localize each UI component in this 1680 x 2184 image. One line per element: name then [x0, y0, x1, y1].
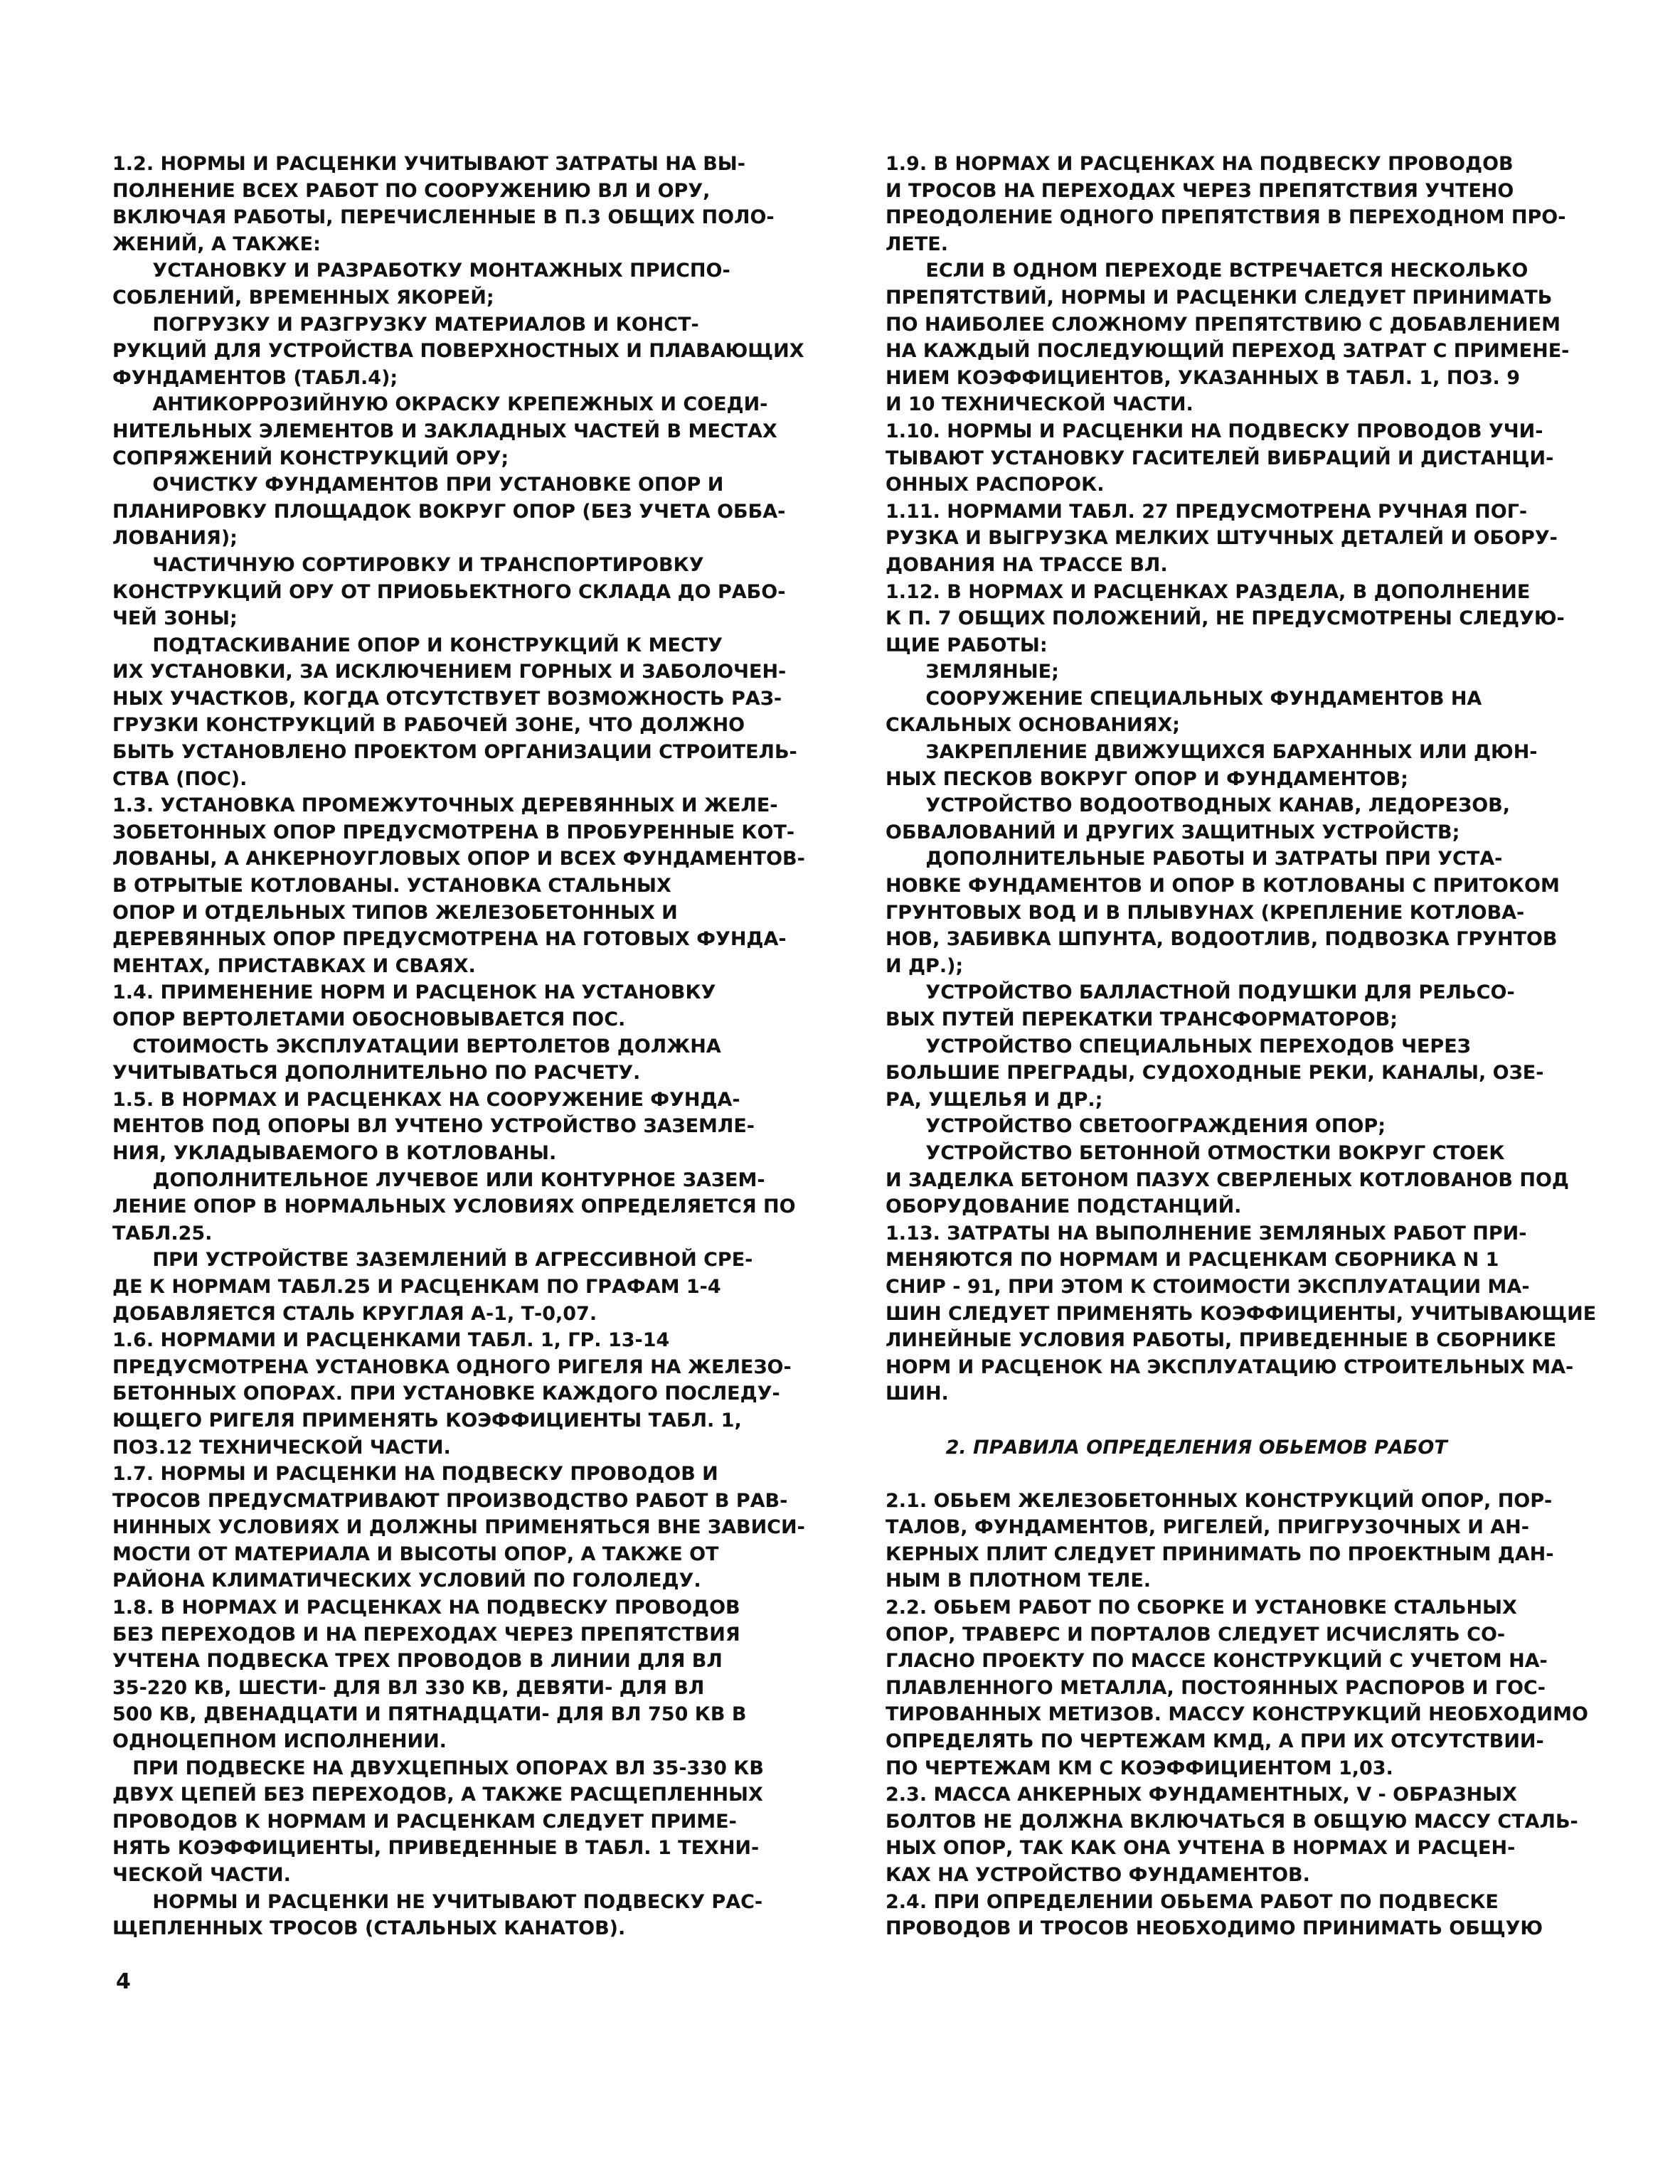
- text-line: НЫХ ОПОР, ТАК КАК ОНА УЧТЕНА В НОРМАХ И РАСЦЕН-: [886, 1837, 1516, 1860]
- text-line: ОПОР ВЕРТОЛЕТАМИ ОБОСНОВЫВАЕТСЯ ПОС.: [112, 1008, 626, 1030]
- text-line: 35-220 КВ, ШЕСТИ- ДЛЯ ВЛ 330 КВ, ДЕВЯТИ- ДЛЯ ВЛ: [112, 1676, 705, 1699]
- text-line: ЛЕТЕ.: [886, 233, 948, 255]
- text-line: СНИР - 91, ПРИ ЭТОМ К СТОИМОСТИ ЭКСПЛУАТАЦИИ МА-: [886, 1275, 1530, 1298]
- text-line: ЩИЕ РАБОТЫ:: [886, 634, 1048, 656]
- text-line: МЕНТОВ ПОД ОПОРЫ ВЛ УЧТЕНО УСТРОЙСТВО ЗАЗЕМЛЕ-: [112, 1115, 755, 1138]
- text-line: 500 КВ, ДВЕНАДЦАТИ И ПЯТНАДЦАТИ- ДЛЯ ВЛ 750 КВ В: [112, 1703, 747, 1726]
- text-line: 2.4. ПРИ ОПРЕДЕЛЕНИИ ОБЬЕМА РАБОТ ПО ПОДВЕСКЕ: [886, 1890, 1499, 1913]
- text-line: ПО НАИБОЛЕЕ СЛОЖНОМУ ПРЕПЯТСТВИЮ С ДОБАВЛЕНИЕМ: [886, 313, 1561, 336]
- text-line: СОБЛЕНИЙ, ВРЕМЕННЫХ ЯКОРЕЙ;: [112, 286, 494, 309]
- text-line: НА КАЖДЫЙ ПОСЛЕДУЮЩИЙ ПЕРЕХОД ЗАТРАТ С ПРИМЕНЕ-: [886, 340, 1570, 363]
- text-line: ЛОВАНЫ, А АНКЕРНОУГЛОВЫХ ОПОР И ВСЕХ ФУНДАМЕНТОВ-: [112, 848, 805, 870]
- text-line: ЛЕНИЕ ОПОР В НОРМАЛЬНЫХ УСЛОВИЯХ ОПРЕДЕЛЯЕТСЯ ПО: [112, 1195, 796, 1218]
- text-line: ТРОСОВ ПРЕДУСМАТРИВАЮТ ПРОИЗВОДСТВО РАБОТ В РАВ-: [112, 1489, 788, 1512]
- text-line: БЕТОННЫХ ОПОРАХ. ПРИ УСТАНОВКЕ КАЖДОГО ПОСЛЕДУ-: [112, 1383, 780, 1405]
- page-number: 4: [116, 1969, 131, 1994]
- text-line: БЕЗ ПЕРЕХОДОВ И НА ПЕРЕХОДАХ ЧЕРЕЗ ПРЕПЯТСТВИЯ: [112, 1623, 740, 1646]
- text-line: ШИН СЛЕДУЕТ ПРИМЕНЯТЬ КОЭФФИЦИЕНТЫ, УЧИТЫВАЮЩИЕ: [886, 1302, 1597, 1325]
- text-line: НИЯ, УКЛАДЫВАЕМОГО В КОТЛОВАНЫ.: [112, 1141, 557, 1164]
- text-line: ЛОВАНИЯ);: [112, 527, 238, 550]
- text-line: РАЙОНА КЛИМАТИЧЕСКИХ УСЛОВИЙ ПО ГОЛОЛЕДУ.: [112, 1570, 701, 1592]
- text-line: ПРЕДУСМОТРЕНА УСТАНОВКА ОДНОГО РИГЕЛЯ НА ЖЕЛЕЗО-: [112, 1355, 792, 1378]
- text-line: ПРИ ПОДВЕСКЕ НА ДВУХЦЕПНЫХ ОПОРАХ ВЛ 35-330 КВ: [112, 1757, 764, 1779]
- text-line: ПРОВОДОВ К НОРМАМ И РАСЦЕНКАМ СЛЕДУЕТ ПРИМЕ-: [112, 1810, 737, 1833]
- text-line: ПРЕПЯТСТВИЙ, НОРМЫ И РАСЦЕНКИ СЛЕДУЕТ ПРИНИМАТЬ: [886, 286, 1553, 309]
- text-line: 1.9. В НОРМАХ И РАСЦЕНКАХ НА ПОДВЕСКУ ПРОВОДОВ: [886, 153, 1514, 175]
- text-line: ЗОБЕТОННЫХ ОПОР ПРЕДУСМОТРЕНА В ПРОБУРЕННЫЕ КОТ-: [112, 821, 795, 843]
- text-line: НИТЕЛЬНЫХ ЭЛЕМЕНТОВ И ЗАКЛАДНЫХ ЧАСТЕЙ В МЕСТАХ: [112, 420, 777, 442]
- text-line: ЧАСТИЧНУЮ СОРТИРОВКУ И ТРАНСПОРТИРОВКУ: [112, 553, 704, 576]
- right-column: [886, 151, 1597, 1942]
- text-line: 1.13. ЗАТРАТЫ НА ВЫПОЛНЕНИЕ ЗЕМЛЯНЫХ РАБОТ ПРИ-: [886, 1222, 1527, 1245]
- text-line: НОВКЕ ФУНДАМЕНТОВ И ОПОР В КОТЛОВАНЫ С ПРИТОКОМ: [886, 875, 1560, 897]
- text-line: ОПОР, ТРАВЕРС И ПОРТАЛОВ СЛЕДУЕТ ИСЧИСЛЯТЬ СО-: [886, 1623, 1506, 1646]
- text-line: 1.11. НОРМАМИ ТАБЛ. 27 ПРЕДУСМОТРЕНА РУЧНАЯ ПОГ-: [886, 500, 1528, 523]
- text-line: НОРМ И РАСЦЕНОК НА ЭКСПЛУАТАЦИЮ СТРОИТЕЛЬНЫХ МА-: [886, 1355, 1574, 1378]
- text-line: ДЕРЕВЯННЫХ ОПОР ПРЕДУСМОТРЕНА НА ГОТОВЫХ ФУНДА-: [112, 928, 787, 951]
- text-line: БЫТЬ УСТАНОВЛЕНО ПРОЕКТОМ ОРГАНИЗАЦИИ СТРОИТЕЛЬ-: [112, 741, 797, 764]
- text-line: ПЛАНИРОВКУ ПЛОЩАДОК ВОКРУГ ОПОР (БЕЗ УЧЕТА ОББА-: [112, 500, 786, 523]
- text-line: ГРУЗКИ КОНСТРУКЦИЙ В РАБОЧЕЙ ЗОНЕ, ЧТО ДОЛЖНО: [112, 714, 745, 737]
- text-line: ПЛАВЛЕННОГО МЕТАЛЛА, ПОСТОЯННЫХ РАСПОРОВ И ГОС-: [886, 1676, 1546, 1699]
- text-line: ДОБАВЛЯЕТСЯ СТАЛЬ КРУГЛАЯ А-1, Т-0,07.: [112, 1302, 597, 1325]
- text-line: 2.1. ОБЬЕМ ЖЕЛЕЗОБЕТОННЫХ КОНСТРУКЦИЙ ОПОР, ПОР-: [886, 1489, 1553, 1512]
- text-line: ДОПОЛНИТЕЛЬНЫЕ РАБОТЫ И ЗАТРАТЫ ПРИ УСТА-: [886, 848, 1503, 870]
- text-line: ЩЕПЛЕННЫХ ТРОСОВ (СТАЛЬНЫХ КАНАТОВ).: [112, 1917, 626, 1940]
- text-line: РА, УЩЕЛЬЯ И ДР.;: [886, 1088, 1103, 1111]
- text-line: НЫХ ПЕСКОВ ВОКРУГ ОПОР И ФУНДАМЕНТОВ;: [886, 767, 1408, 790]
- text-line: 1.3. УСТАНОВКА ПРОМЕЖУТОЧНЫХ ДЕРЕВЯННЫХ И ЖЕЛЕ-: [112, 794, 778, 817]
- text-line: УСТРОЙСТВО ВОДООТВОДНЫХ КАНАВ, ЛЕДОРЕЗОВ,: [886, 794, 1510, 817]
- text-line: ТАБЛ.25.: [112, 1222, 213, 1245]
- text-line: И ЗАДЕЛКА БЕТОНОМ ПАЗУХ СВЕРЛЕНЫХ КОТЛОВАНОВ ПОД: [886, 1168, 1569, 1191]
- text-line: 1.7. НОРМЫ И РАСЦЕНКИ НА ПОДВЕСКУ ПРОВОДОВ И: [112, 1463, 718, 1486]
- text-line: ЗЕМЛЯНЫЕ;: [886, 661, 1059, 683]
- text-line: И ДР.);: [886, 954, 964, 977]
- text-line: КАХ НА УСТРОЙСТВО ФУНДАМЕНТОВ.: [886, 1864, 1310, 1886]
- text-line: 1.6. НОРМАМИ И РАСЦЕНКАМИ ТАБЛ. 1, ГР. 13-14: [112, 1329, 670, 1352]
- text-line: ИХ УСТАНОВКИ, ЗА ИСКЛЮЧЕНИЕМ ГОРНЫХ И ЗАБОЛОЧЕН-: [112, 661, 787, 683]
- text-line: 2.3. МАССА АНКЕРНЫХ ФУНДАМЕНТНЫХ, V - ОБРАЗНЫХ: [886, 1784, 1517, 1806]
- text-line: МОСТИ ОТ МАТЕРИАЛА И ВЫСОТЫ ОПОР, А ТАКЖЕ ОТ: [112, 1543, 719, 1565]
- text-line: УЧТЕНА ПОДВЕСКА ТРЕХ ПРОВОДОВ В ЛИНИИ ДЛЯ ВЛ: [112, 1650, 723, 1673]
- text-line: ТАЛОВ, ФУНДАМЕНТОВ, РИГЕЛЕЙ, ПРИГРУЗОЧНЫХ И АН-: [886, 1516, 1529, 1539]
- text-line: 1.5. В НОРМАХ И РАСЦЕНКАХ НА СООРУЖЕНИЕ ФУНДА-: [112, 1088, 740, 1111]
- text-line: КЕРНЫХ ПЛИТ СЛЕДУЕТ ПРИНИМАТЬ ПО ПРОЕКТНЫМ ДАН-: [886, 1543, 1554, 1565]
- text-line: ОБОРУДОВАНИЕ ПОДСТАНЦИЙ.: [886, 1195, 1242, 1218]
- text-line: ПОЗ.12 ТЕХНИЧЕСКОЙ ЧАСТИ.: [112, 1436, 451, 1459]
- text-line: ПОГРУЗКУ И РАЗГРУЗКУ МАТЕРИАЛОВ И КОНСТ-: [112, 313, 699, 336]
- text-line: РУЗКА И ВЫГРУЗКА МЕЛКИХ ШТУЧНЫХ ДЕТАЛЕЙ И ОБОРУ-: [886, 527, 1558, 550]
- text-line: НОРМЫ И РАСЦЕНКИ НЕ УЧИТЫВАЮТ ПОДВЕСКУ РАС-: [112, 1890, 763, 1913]
- text-line: ПРОВОДОВ И ТРОСОВ НЕОБХОДИМО ПРИНИМАТЬ ОБЩУЮ: [886, 1917, 1543, 1940]
- text-line: 1.4. ПРИМЕНЕНИЕ НОРМ И РАСЦЕНОК НА УСТАНОВКУ: [112, 981, 716, 1004]
- text-line: МЕНЯЮТСЯ ПО НОРМАМ И РАСЦЕНКАМ СБОРНИКА N 1: [886, 1249, 1499, 1272]
- text-line: НИЕМ КОЭФФИЦИЕНТОВ, УКАЗАННЫХ В ТАБЛ. 1, ПОЗ. 9: [886, 366, 1521, 389]
- text-line: ПО ЧЕРТЕЖАМ КМ С КОЭФФИЦИЕНТОМ 1,03.: [886, 1757, 1393, 1779]
- text-line: ЖЕНИЙ, А ТАКЖЕ:: [112, 233, 321, 255]
- text-line: ОЧИСТКУ ФУНДАМЕНТОВ ПРИ УСТАНОВКЕ ОПОР И: [112, 474, 724, 496]
- text-line: ПРЕОДОЛЕНИЕ ОДНОГО ПРЕПЯТСТВИЯ В ПЕРЕХОДНОМ ПРО-: [886, 206, 1566, 229]
- text-line: УСТРОЙСТВО СПЕЦИАЛЬНЫХ ПЕРЕХОДОВ ЧЕРЕЗ: [886, 1035, 1471, 1058]
- text-line: ЧЕЙ ЗОНЫ;: [112, 607, 238, 630]
- text-line: СТОИМОСТЬ ЭКСПЛУАТАЦИИ ВЕРТОЛЕТОВ ДОЛЖНА: [112, 1035, 721, 1058]
- text-line: ДОПОЛНИТЕЛЬНОЕ ЛУЧЕВОЕ ИЛИ КОНТУРНОЕ ЗАЗЕМ-: [112, 1168, 765, 1191]
- text-line: ТИРОВАННЫХ МЕТИЗОВ. МАССУ КОНСТРУКЦИЙ НЕОБХОДИМО: [886, 1703, 1588, 1726]
- text-line: ПРИ УСТРОЙСТВЕ ЗАЗЕМЛЕНИЙ В АГРЕССИВНОЙ СРЕ-: [112, 1249, 753, 1272]
- text-line: СКАЛЬНЫХ ОСНОВАНИЯХ;: [886, 714, 1180, 737]
- text-line: 1.8. В НОРМАХ И РАСЦЕНКАХ НА ПОДВЕСКУ ПРОВОДОВ: [112, 1597, 740, 1619]
- text-line: И ТРОСОВ НА ПЕРЕХОДАХ ЧЕРЕЗ ПРЕПЯТСТВИЯ УЧТЕНО: [886, 179, 1514, 202]
- text-line: ДОВАНИЯ НА ТРАССЕ ВЛ.: [886, 553, 1168, 576]
- text-line: УСТРОЙСТВО СВЕТООГРАЖДЕНИЯ ОПОР;: [886, 1115, 1386, 1138]
- text-line: УЧИТЫВАТЬСЯ ДОПОЛНИТЕЛЬНО ПО РАСЧЕТУ.: [112, 1062, 641, 1085]
- text-line: ОПОР И ОТДЕЛЬНЫХ ТИПОВ ЖЕЛЕЗОБЕТОННЫХ И: [112, 901, 678, 924]
- text-line: И 10 ТЕХНИЧЕСКОЙ ЧАСТИ.: [886, 393, 1193, 416]
- text-line: РУКЦИЙ ДЛЯ УСТРОЙСТВА ПОВЕРХНОСТНЫХ И ПЛАВАЮЩИХ: [112, 340, 804, 363]
- text-line: ЛИНЕЙНЫЕ УСЛОВИЯ РАБОТЫ, ПРИВЕДЕННЫЕ В СБОРНИКЕ: [886, 1329, 1557, 1352]
- text-line: 1.12. В НОРМАХ И РАСЦЕНКАХ РАЗДЕЛА, В ДОПОЛНЕНИЕ: [886, 580, 1531, 603]
- text-line: В ОТРЫТЫЕ КОТЛОВАНЫ. УСТАНОВКА СТАЛЬНЫХ: [112, 875, 671, 897]
- text-line: 1.10. НОРМЫ И РАСЦЕНКИ НА ПОДВЕСКУ ПРОВОДОВ УЧИ-: [886, 420, 1543, 442]
- text-line: ПОЛНЕНИЕ ВСЕХ РАБОТ ПО СООРУЖЕНИЮ ВЛ И ОРУ,: [112, 179, 711, 202]
- text-line: МЕНТАХ, ПРИСТАВКАХ И СВАЯХ.: [112, 954, 476, 977]
- text-line: ВЫХ ПУТЕЙ ПЕРЕКАТКИ ТРАНСФОРМАТОРОВ;: [886, 1008, 1398, 1030]
- text-line: ТЫВАЮТ УСТАНОВКУ ГАСИТЕЛЕЙ ВИБРАЦИЙ И ДИСТАНЦИ-: [886, 447, 1554, 469]
- text-line: ФУНДАМЕНТОВ (ТАБЛ.4);: [112, 366, 398, 389]
- text-line: ДВУХ ЦЕПЕЙ БЕЗ ПЕРЕХОДОВ, А ТАКЖЕ РАСЩЕПЛЕННЫХ: [112, 1784, 763, 1806]
- text-line: НЯТЬ КОЭФФИЦИЕНТЫ, ПРИВЕДЕННЫЕ В ТАБЛ. 1 ТЕХНИ-: [112, 1837, 760, 1860]
- text-line: НЫХ УЧАСТКОВ, КОГДА ОТСУТСТВУЕТ ВОЗМОЖНОСТЬ РАЗ-: [112, 687, 782, 710]
- text-line: К П. 7 ОБЩИХ ПОЛОЖЕНИЙ, НЕ ПРЕДУСМОТРЕНЫ СЛЕДУЮ-: [886, 607, 1565, 630]
- text-line: УСТРОЙСТВО БАЛЛАСТНОЙ ПОДУШКИ ДЛЯ РЕЛЬСО-: [886, 981, 1515, 1004]
- text-line: БОЛТОВ НЕ ДОЛЖНА ВКЛЮЧАТЬСЯ В ОБЩУЮ МАССУ СТАЛЬ-: [886, 1810, 1578, 1833]
- text-line: СТВА (ПОС).: [112, 767, 248, 790]
- text-line: ОБВАЛОВАНИЙ И ДРУГИХ ЗАЩИТНЫХ УСТРОЙСТВ;: [886, 821, 1460, 843]
- text-line: БОЛЬШИЕ ПРЕГРАДЫ, СУДОХОДНЫЕ РЕКИ, КАНАЛЫ, ОЗЕ-: [886, 1062, 1544, 1085]
- text-line: НИННЫХ УСЛОВИЯХ И ДОЛЖНЫ ПРИМЕНЯТЬСЯ ВНЕ ЗАВИСИ-: [112, 1516, 805, 1539]
- text-line: НЫМ В ПЛОТНОМ ТЕЛЕ.: [886, 1570, 1152, 1592]
- text-line: ВКЛЮЧАЯ РАБОТЫ, ПЕРЕЧИСЛЕННЫЕ В П.3 ОБЩИХ ПОЛО-: [112, 206, 775, 229]
- text-line: ЗАКРЕПЛЕНИЕ ДВИЖУЩИХСЯ БАРХАННЫХ ИЛИ ДЮН-: [886, 741, 1538, 764]
- text-line: ОПРЕДЕЛЯТЬ ПО ЧЕРТЕЖАМ КМД, А ПРИ ИХ ОТСУТСТВИИ-: [886, 1730, 1544, 1753]
- left-column: [112, 151, 817, 1942]
- text-line: 1.2. НОРМЫ И РАСЦЕНКИ УЧИТЫВАЮТ ЗАТРАТЫ НА ВЫ-: [112, 153, 745, 175]
- text-line: ОДНОЦЕПНОМ ИСПОЛНЕНИИ.: [112, 1730, 447, 1753]
- spacer: [886, 1407, 1590, 1434]
- text-line: СОПРЯЖЕНИЙ КОНСТРУКЦИЙ ОРУ;: [112, 447, 509, 469]
- text-line: ШИН.: [886, 1383, 949, 1405]
- text-line: УСТРОЙСТВО БЕТОННОЙ ОТМОСТКИ ВОКРУГ СТОЕК: [886, 1141, 1505, 1164]
- text-line: УСТАНОВКУ И РАЗРАБОТКУ МОНТАЖНЫХ ПРИСПО-: [112, 260, 730, 282]
- text-line: ГЛАСНО ПРОЕКТУ ПО МАССЕ КОНСТРУКЦИЙ С УЧЕТОМ НА-: [886, 1650, 1548, 1673]
- text-line: ОННЫХ РАСПОРОК.: [886, 474, 1105, 496]
- text-line: КОНСТРУКЦИЙ ОРУ ОТ ПРИОБЬЕКТНОГО СКЛАДА ДО РАБО-: [112, 580, 786, 603]
- text-line: АНТИКОРРОЗИЙНУЮ ОКРАСКУ КРЕПЕЖНЫХ И СОЕДИ-: [112, 393, 768, 416]
- section-heading: 2. ПРАВИЛА ОПРЕДЕЛЕНИЯ ОБЬЕМОВ РАБОТ: [886, 1436, 1447, 1459]
- text-line: ДЕ К НОРМАМ ТАБЛ.25 И РАСЦЕНКАМ ПО ГРАФАМ 1-4: [112, 1275, 721, 1298]
- text-line: ПОДТАСКИВАНИЕ ОПОР И КОНСТРУКЦИЙ К МЕСТУ: [112, 634, 723, 656]
- spacer: [886, 1461, 1590, 1488]
- text-line: ЕСЛИ В ОДНОМ ПЕРЕХОДЕ ВСТРЕЧАЕТСЯ НЕСКОЛЬКО: [886, 260, 1529, 282]
- text-line: ГРУНТОВЫХ ВОД И В ПЛЫВУНАХ (КРЕПЛЕНИЕ КОТЛОВА-: [886, 901, 1525, 924]
- text-line: ЧЕСКОЙ ЧАСТИ.: [112, 1864, 291, 1886]
- text-line: ЮЩЕГО РИГЕЛЯ ПРИМЕНЯТЬ КОЭФФИЦИЕНТЫ ТАБЛ. 1,: [112, 1409, 742, 1432]
- text-line: СООРУЖЕНИЕ СПЕЦИАЛЬНЫХ ФУНДАМЕНТОВ НА: [886, 687, 1482, 710]
- text-line: 2.2. ОБЬЕМ РАБОТ ПО СБОРКЕ И УСТАНОВКЕ СТАЛЬНЫХ: [886, 1597, 1517, 1619]
- text-line: НОВ, ЗАБИВКА ШПУНТА, ВОДООТЛИВ, ПОДВОЗКА ГРУНТОВ: [886, 928, 1558, 951]
